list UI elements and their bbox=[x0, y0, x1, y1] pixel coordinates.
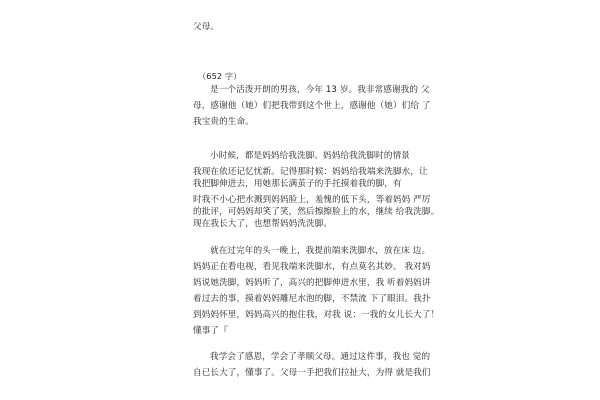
paragraph-2-line-5: 的批评，可妈妈却笑了笑，然后擦擦脸上的水，继续 给我洗脚。 bbox=[193, 207, 440, 217]
paragraph-2-line-3: 我把脚伸进去，用她那长满茧子的手托摸着我的脚，有 bbox=[193, 179, 402, 189]
paragraph-3-line-1: 就在过完年的头一晚上，我提前端来洗脚水，放在床 边。 bbox=[210, 246, 431, 256]
paragraph-2-line-1: 小时候，都是妈妈给我洗脚。妈妈给我洗脚时的情景 bbox=[210, 151, 410, 161]
paragraph-3-line-5: 到妈妈怀里，妈妈高兴的抱住我，对我 说：一我的女儿长大了！ bbox=[193, 310, 440, 320]
paragraph-2-line-4: 时我不小心把水溅到妈妈脸上，羞愧的低下头，等着妈妈 严厉 bbox=[193, 195, 431, 205]
paragraph-1-line-1: 是一个活泼开朗的男孩，今年 13 岁。我非常感谢我的 父 bbox=[210, 85, 430, 95]
paragraph-1-line-2: 母，感谢他（她）们把我带到这个世上，感谢他（她）们给 了 bbox=[193, 101, 431, 111]
paragraph-4-line-2: 自已长大了，懂事了。父母一手把我们拉扯大，为得 就是我们 bbox=[193, 368, 431, 378]
paragraph-2-line-2: 我现在依还记忆忧新。记得那时候：妈妈给我端来洗脚水，让 bbox=[193, 167, 428, 177]
paragraph-3-line-2: 妈妈正在看电视，看见我端来洗脚水，有点莫名其妙。 我对妈 bbox=[193, 262, 431, 272]
paragraph-4-line-1: 我学会了感恩，学会了孝顺父母。通过这件事，我也 觉的 bbox=[210, 352, 431, 362]
paragraph-2-line-6: 现在我长大了，也想帮妈妈洗洗脚。 bbox=[193, 219, 333, 229]
paragraph-3-line-6: 懂事了『 bbox=[193, 326, 228, 336]
top-fragment: 父母。 bbox=[193, 22, 220, 32]
word-count: （652 字） bbox=[198, 71, 242, 81]
paragraph-3-line-3: 妈说她洗脚，妈妈听了，高兴的把脚伸进水里，我 听着妈妈讲 bbox=[193, 278, 431, 288]
paragraph-1-line-3: 我宝贵的生命。 bbox=[193, 117, 254, 127]
paragraph-3-line-4: 着过去的事，摸着妈妈雕尼水泡的脚，不禁流 下了眼泪。我扑 bbox=[193, 294, 431, 304]
